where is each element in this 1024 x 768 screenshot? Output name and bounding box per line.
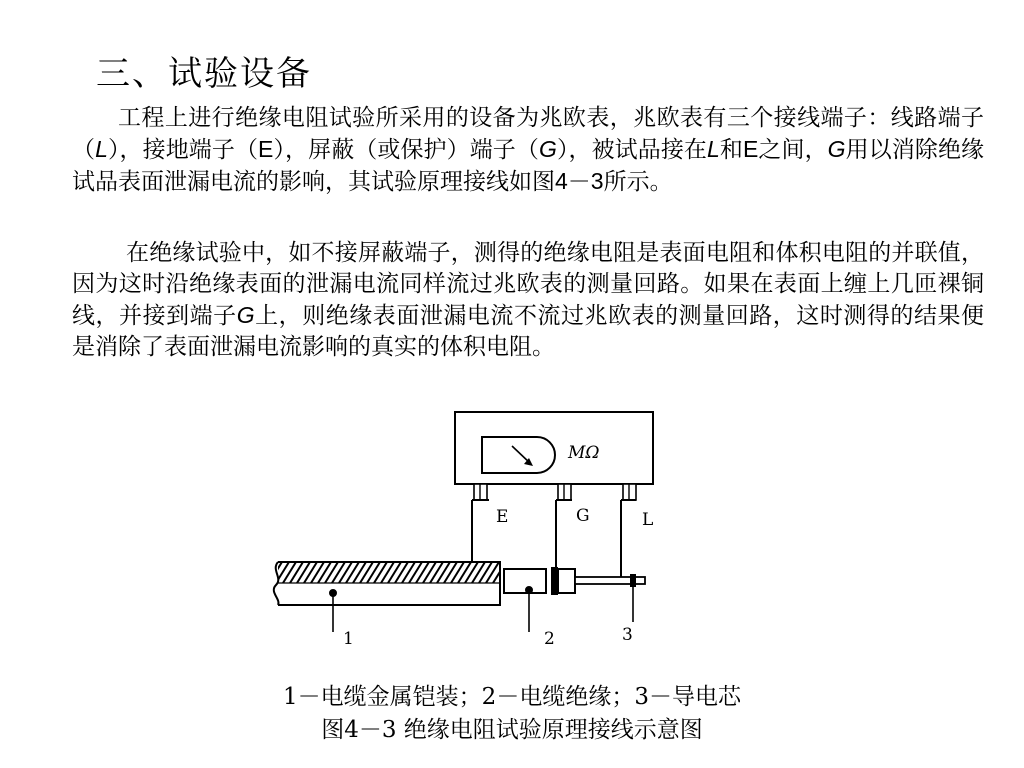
figure-caption: 图4－3 绝缘电阻试验原理接线示意图 <box>321 717 703 743</box>
p1-text-c: ），接地端子（ <box>107 137 259 163</box>
terminal-L-symbol-2: L <box>707 136 720 162</box>
terminal-E-symbol-2: E <box>742 136 759 162</box>
p1-text-m: 用以消除绝缘试品表面泄漏电流的影响，其试验原理接线如图 <box>72 137 985 195</box>
p1-text-o: 所示。 <box>603 169 673 195</box>
p1-text-i: 和 <box>719 137 743 163</box>
guard-copper-wrap <box>551 567 558 595</box>
insulation-end <box>558 569 575 593</box>
terminal-label-E: E <box>496 507 509 527</box>
core-clip <box>630 574 636 587</box>
p2-text-c: 上，则绝缘表面泄漏电流不流过兆欧表的测量回路，这时测得的结果便是消除了表面泄漏电流影响的真实的体积电阻。 <box>72 303 985 360</box>
p1-text-k: 之间， <box>758 137 828 163</box>
terminal-label-G: G <box>576 506 590 526</box>
figure-reference: 4－3 <box>555 168 604 194</box>
terminal-label-L: L <box>642 510 654 530</box>
p1-text-g: ），被试品接在 <box>556 137 708 163</box>
terminal-G-symbol-2: G <box>827 136 846 162</box>
p1-text-a: 工程上进行绝缘电阻试验所采用的设备为兆欧表，兆欧表有三个接线端子：线路端子（ <box>72 105 984 163</box>
cable-armor <box>262 562 513 605</box>
terminal-G-symbol-3: G <box>236 302 255 328</box>
part-number-3: 3 <box>622 625 633 645</box>
paragraph-shield-terminal <box>72 238 984 363</box>
terminal-posts <box>474 484 636 500</box>
wiring-diagram <box>260 405 680 655</box>
cable-insulation <box>504 569 546 593</box>
p2-text-a: 在绝缘试验中，如不接屏蔽端子，测得的绝缘电阻是表面电阻和体积电阻的并联值，因为这时沿绝缘表面的泄漏电流同样流过兆欧表的测量回路。如果在表面上缠上几匝裸铜线，并接到端子 <box>72 240 984 329</box>
figure-legend: 1－电缆金属铠装；2－电缆绝缘；3－导电芯 <box>283 684 741 710</box>
section-heading: 三、试验设备 <box>96 54 312 94</box>
meter-unit-label: MΩ <box>568 443 600 463</box>
terminal-E-symbol: E <box>258 136 274 162</box>
part-number-1: 1 <box>343 629 354 649</box>
terminal-L-symbol: L <box>95 136 108 162</box>
p1-text-e: ），屏蔽（或保护）端子（ <box>273 137 539 163</box>
terminal-G-symbol: G <box>538 136 557 162</box>
part-number-2: 2 <box>544 629 555 649</box>
paragraph-equipment-description <box>72 103 984 198</box>
